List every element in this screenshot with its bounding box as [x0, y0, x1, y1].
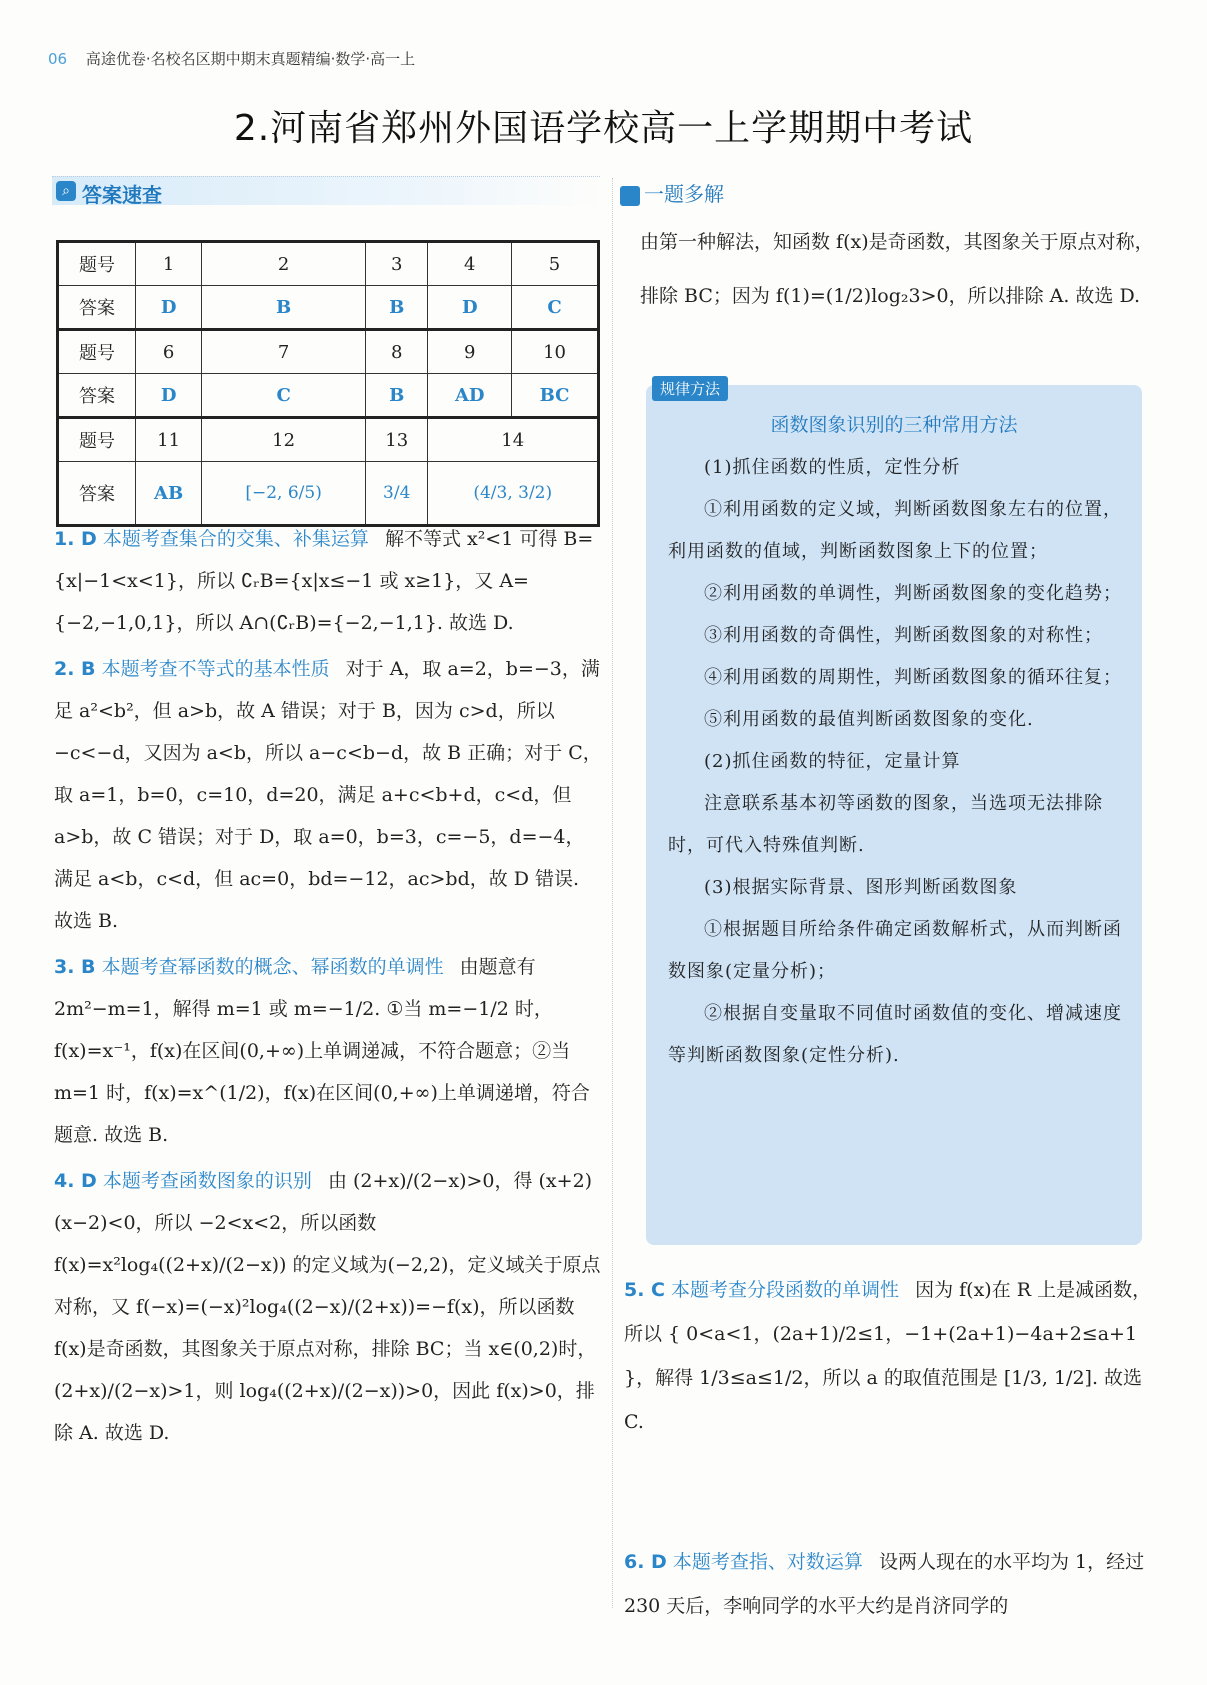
answer-cell: B	[202, 286, 366, 330]
answer-cell: C	[512, 286, 599, 330]
answer-cell: 3/4	[365, 462, 428, 526]
multi-solution-label: 一题多解	[644, 182, 724, 206]
answer-cell: D	[136, 374, 202, 418]
solution-q1	[54, 518, 602, 644]
solution-text: 对于 A，取 a=2，b=−3，满足 a²<b²，但 a>b，故 A 错误；对于 B，因为 c>d，所以 −c<−d，又因为 a<b，所以 a−c<b−d，故 B 正确；对于 C，取 a=1，b=0，c=10，d=20，满足 a+c<b+d，c<d，但 a>b，故 C 错误；对于 D，取 a=0，b=3，c=−5，d=−4，满足 a<b，c<d，但 ac=0，bd=−12，ac>bd，故 D 错误. 故选 B.	[54, 658, 602, 932]
answer-cell: AB	[136, 462, 202, 526]
multi-solution-heading	[620, 178, 724, 207]
page-header	[48, 48, 415, 69]
search-icon: ⌕	[56, 181, 76, 201]
num-cell: 8	[365, 330, 428, 374]
question-number: 6. D	[624, 1551, 667, 1573]
answer-table	[56, 240, 600, 527]
answer-cell: AD	[428, 374, 512, 418]
solution-q6	[624, 1540, 1164, 1628]
question-topic: 本题考查指、对数运算	[672, 1551, 863, 1573]
solution-q3	[54, 946, 602, 1156]
method-line: ④利用函数的周期性，判断函数图象的循环往复；	[704, 667, 1122, 688]
multi-solution-text: 由第一种解法，知函数 f(x)是奇函数，其图象关于原点对称，排除 BC；因为 f(1)=(1/2)log₂3>0，所以排除 A. 故选 D.	[640, 231, 1154, 307]
question-topic: 本题考查函数图象的识别	[102, 1170, 312, 1192]
answer-cell: D	[428, 286, 512, 330]
question-number: 4. D	[54, 1170, 97, 1192]
question-number: 5. C	[624, 1279, 665, 1301]
answer-cell: (4/3, 3/2)	[428, 462, 599, 526]
left-column	[54, 518, 602, 1454]
answer-cell: B	[365, 374, 428, 418]
question-topic: 本题考查分段函数的单调性	[671, 1279, 900, 1301]
answer-section-label: 答案速查	[82, 183, 162, 207]
answer-section-bar	[52, 176, 600, 205]
method-title: 函数图象识别的三种常用方法	[770, 414, 1018, 436]
method-line: ③利用函数的奇偶性，判断函数图象的对称性；	[704, 625, 1103, 646]
header-cell: 题号	[58, 330, 136, 374]
question-topic: 本题考查幂函数的概念、幂函数的单调性	[101, 956, 444, 978]
header-cell: 答案	[58, 374, 136, 418]
solution-q4	[54, 1160, 602, 1454]
num-cell: 3	[365, 242, 428, 286]
header-cell: 答案	[58, 462, 136, 526]
column-divider	[612, 178, 614, 1608]
table-row	[58, 374, 599, 418]
header-cell: 答案	[58, 286, 136, 330]
method-line: (2)抓住函数的特征，定量计算	[704, 751, 961, 772]
method-line: (1)抓住函数的性质，定性分析	[704, 457, 961, 478]
num-cell: 13	[365, 418, 428, 462]
header-cell: 题号	[58, 242, 136, 286]
method-line: ①根据题目所给条件确定函数解析式，从而判断函数图象(定量分析)；	[668, 919, 1122, 982]
method-line: 注意联系基本初等函数的图象，当选项无法排除时，可代入特殊值判断.	[668, 793, 1103, 856]
solution-text: 由 (2+x)/(2−x)>0，得 (x+2)(x−2)<0，所以 −2<x<2，所以函数 f(x)=x²log₄((2+x)/(2−x)) 的定义域为(−2,2)，定义域关于原点对称，又 f(−x)=(−x)²log₄((2−x)/(2+x))=−f(x)，所以函数 f(x)是奇函数，其图象关于原点对称，排除 BC；当 x∈(0,2)时，(2+x)/(2−x)>1，则 log₄((2+x)/(2−x))>0，因此 f(x)>0，排除 A. 故选 D.	[54, 1170, 601, 1444]
answer-cell: B	[365, 286, 428, 330]
method-line: (3)根据实际背景、图形判断函数图象	[704, 877, 1018, 898]
solution-text: 解不等式 x²<1 可得 B={x|−1<x<1}，所以 ∁ᵣB={x|x≤−1 或 x≥1}，又 A={−2,−1,0,1}，所以 A∩(∁ᵣB)={−2,−1,1}. 故选 D.	[54, 528, 594, 634]
table-row	[58, 330, 599, 374]
wave-icon	[620, 186, 640, 206]
num-cell: 14	[428, 418, 599, 462]
solution-text: 由题意有 2m²−m=1，解得 m=1 或 m=−1/2. ①当 m=−1/2 时，f(x)=x⁻¹，f(x)在区间(0,+∞)上单调递减，不符合题意；②当 m=1 时，f(x)=x^(1/2)，f(x)在区间(0,+∞)上单调递增，符合题意. 故选 B.	[54, 956, 590, 1146]
table-row	[58, 418, 599, 462]
solution-text: 因为 f(x)在 R 上是减函数，所以 { 0<a<1，(2a+1)/2≤1，−1+(2a+1)−4a+2≤a+1 }，解得 1/3≤a≤1/2，所以 a 的取值范围是 [1/3, 1/2]. 故选 C.	[624, 1279, 1152, 1433]
method-tag: 规律方法	[652, 376, 728, 401]
table-row	[58, 286, 599, 330]
num-cell: 12	[202, 418, 366, 462]
header-cell: 题号	[58, 418, 136, 462]
num-cell: 1	[136, 242, 202, 286]
question-topic: 本题考查不等式的基本性质	[101, 658, 330, 680]
table-row	[58, 462, 599, 526]
series-title: 高途优卷·名校名区期中期末真题精编·数学·高一上	[85, 50, 416, 68]
num-cell: 6	[136, 330, 202, 374]
answer-cell: [−2, 6/5)	[202, 462, 366, 526]
answer-cell: D	[136, 286, 202, 330]
num-cell: 10	[512, 330, 599, 374]
num-cell: 5	[512, 242, 599, 286]
method-line: ②根据自变量取不同值时函数值的变化、增减速度等判断函数图象(定性分析).	[668, 1003, 1122, 1066]
solution-q2	[54, 648, 602, 942]
num-cell: 2	[202, 242, 366, 286]
solution-text: 设两人现在的水平均为 1，经过 230 天后，李响同学的水平大约是肖济同学的	[624, 1551, 1145, 1617]
table-row	[58, 242, 599, 286]
method-line: ②利用函数的单调性，判断函数图象的变化趋势；	[704, 583, 1122, 604]
method-text	[668, 447, 1128, 1077]
answer-cell: C	[202, 374, 366, 418]
question-number: 1. D	[54, 528, 97, 550]
num-cell: 7	[202, 330, 366, 374]
question-number: 3. B	[54, 956, 96, 978]
num-cell: 4	[428, 242, 512, 286]
num-cell: 9	[428, 330, 512, 374]
num-cell: 11	[136, 418, 202, 462]
method-line: ①利用函数的定义域，判断函数图象左右的位置，利用函数的值域，判断函数图象上下的位置；	[668, 499, 1122, 562]
question-topic: 本题考查集合的交集、补集运算	[102, 528, 369, 550]
page-number: 06	[48, 50, 68, 68]
method-line: ⑤利用函数的最值判断函数图象的变化.	[704, 709, 1034, 730]
page-title: 2.河南省郑州外国语学校高一上学期期中考试	[233, 108, 974, 149]
question-number: 2. B	[54, 658, 96, 680]
solution-q5	[624, 1268, 1164, 1444]
answer-cell: BC	[512, 374, 599, 418]
